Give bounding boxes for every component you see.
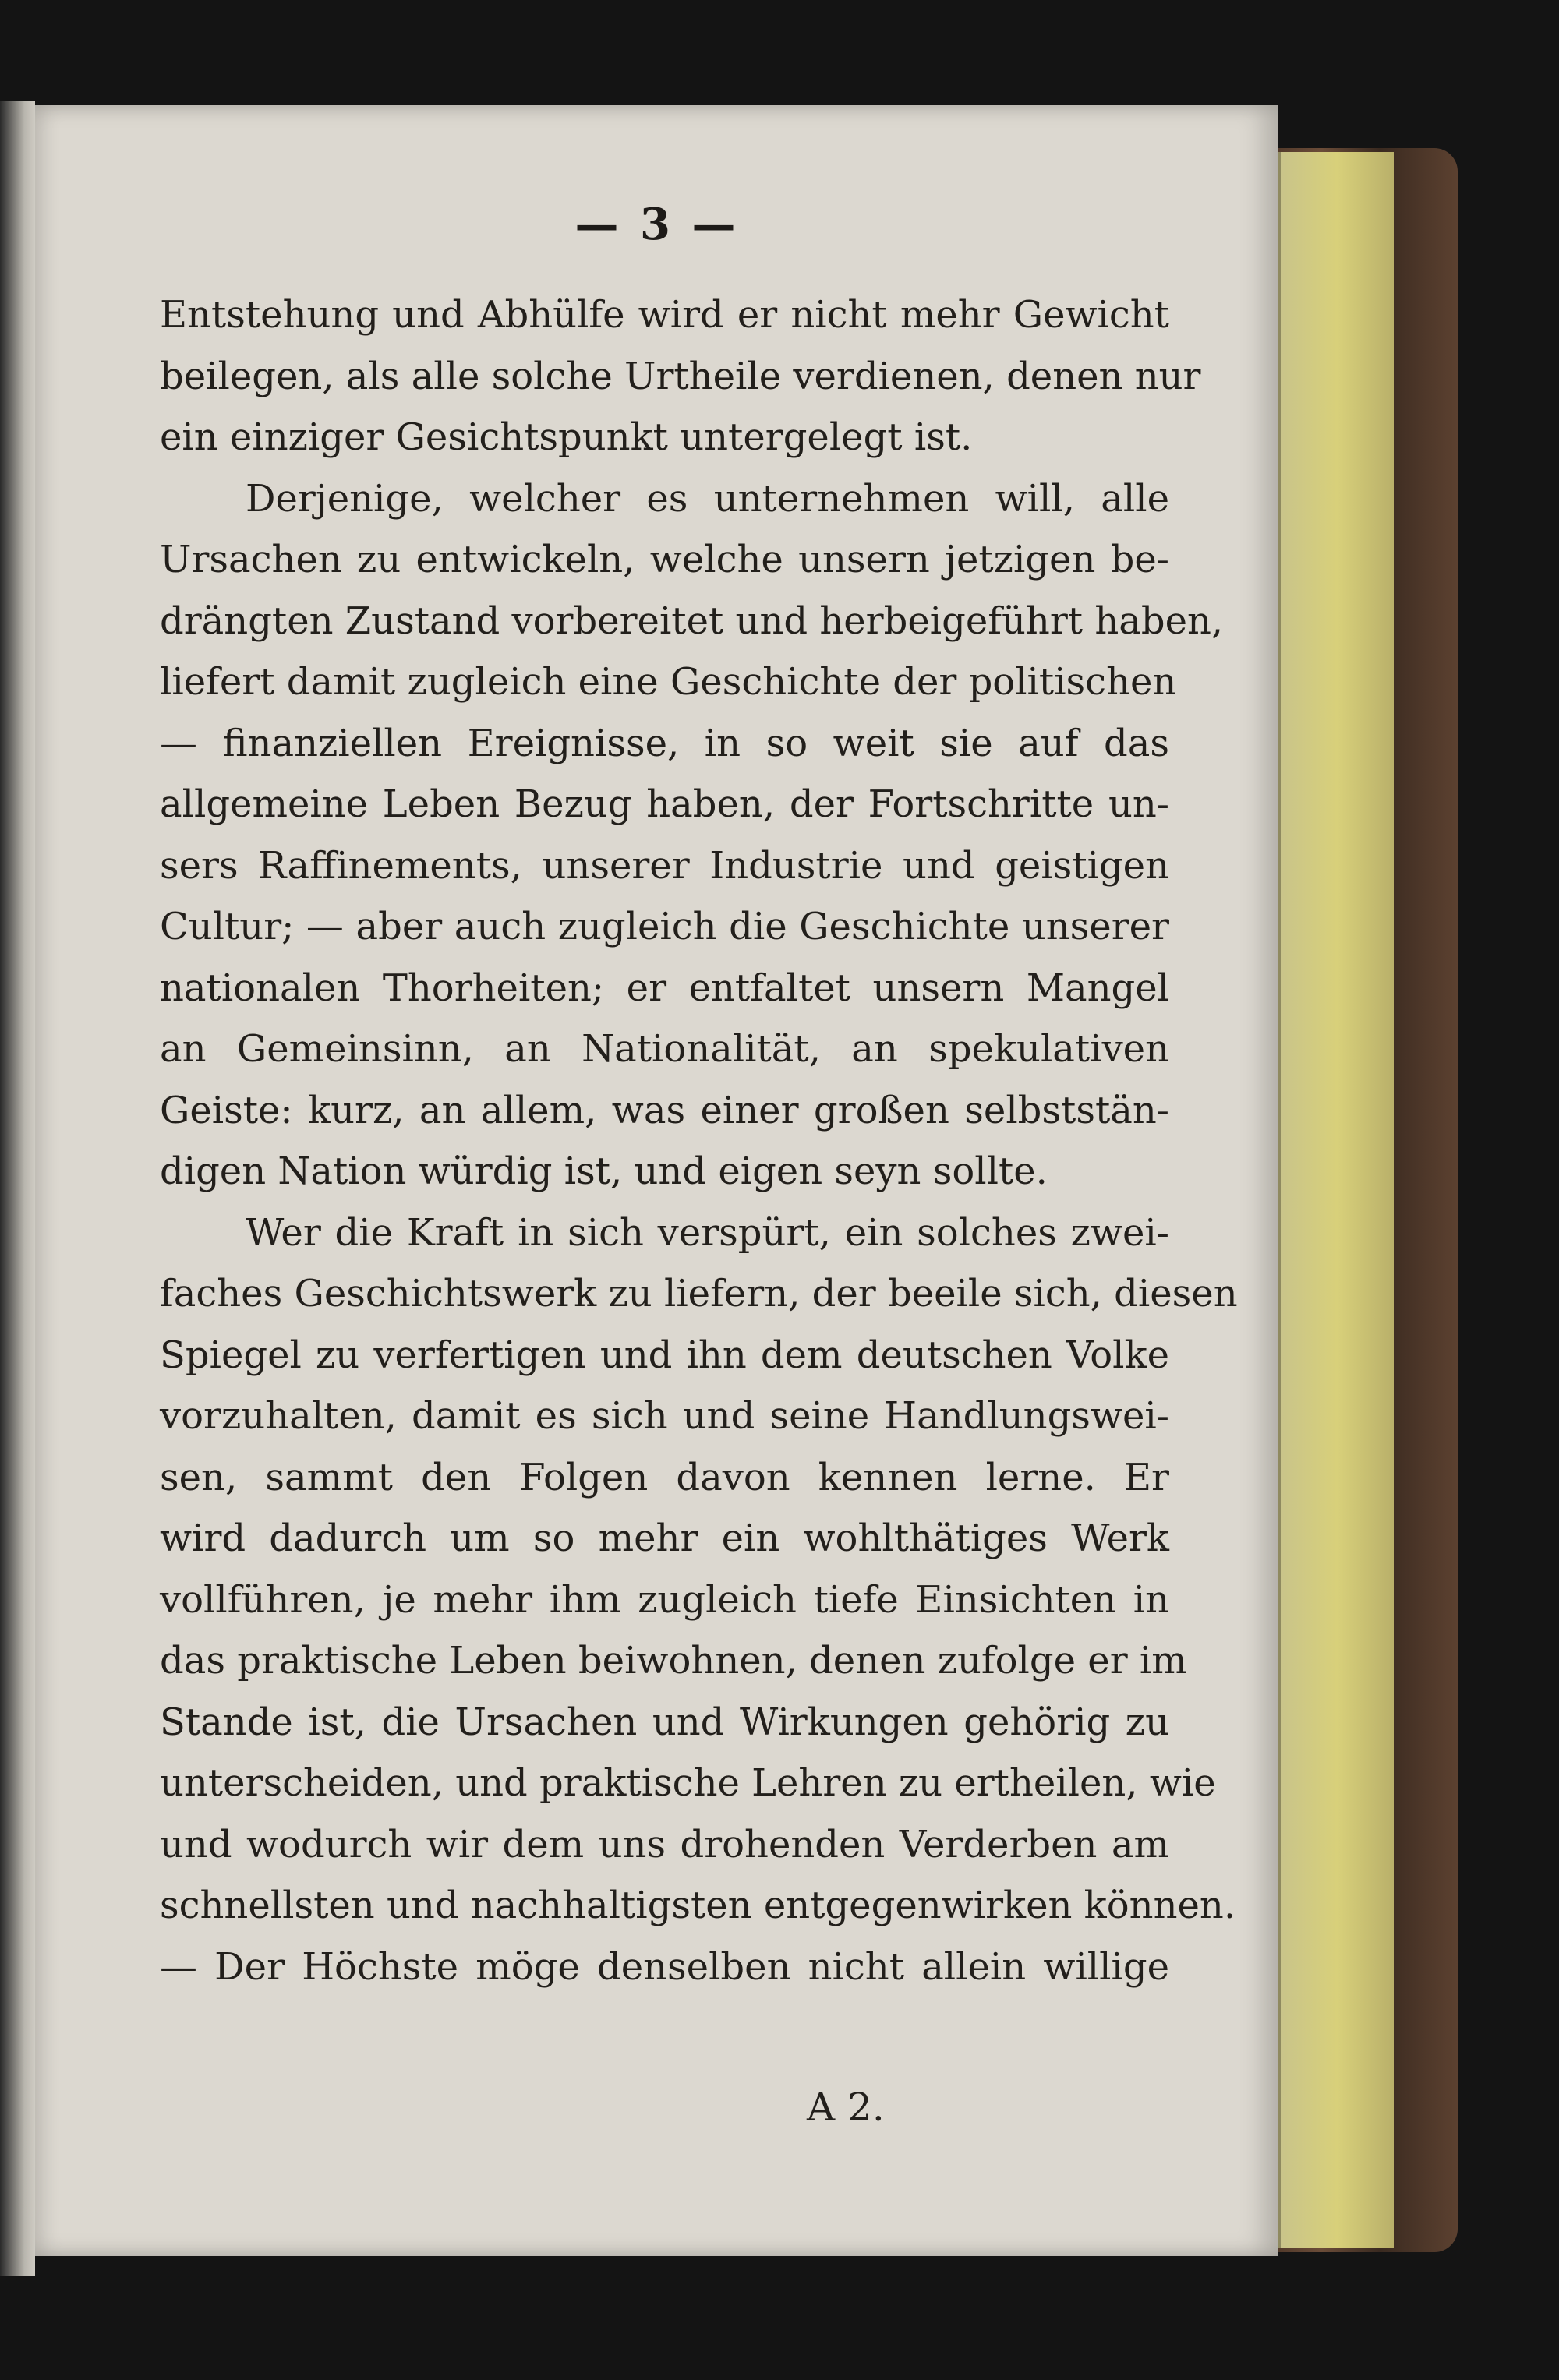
text-line: sers Raffinements, unserer Industrie und geistigen (160, 843, 1169, 888)
text-line: beilegen, als alle solche Urtheile verdienen, denen nur (160, 354, 1201, 398)
text-line: Spiegel zu verfertigen und ihn dem deutschen Volke (160, 1333, 1169, 1377)
page-number-header: — 3 — (574, 199, 739, 250)
text-line: an Gemeinsinn, an Nationalität, an spekulativen (160, 1027, 1169, 1071)
text-line: vollführen, je mehr ihm zugleich tiefe Einsichten in (160, 1577, 1169, 1622)
text-line: Entstehung und Abhülfe wird er nicht mehr Gewicht (160, 293, 1169, 337)
text-line: vorzuhalten, damit es sich und seine Handlungswei- (160, 1394, 1169, 1438)
text-line: Wer die Kraft in sich verspürt, ein solches zwei- (246, 1210, 1169, 1255)
text-line: drängten Zustand vorbereitet und herbeigeführt haben, (160, 599, 1224, 643)
text-line: liefert damit zugleich eine Geschichte der politischen (160, 660, 1177, 704)
text-line: allgemeine Leben Bezug haben, der Fortschritte un- (160, 782, 1169, 826)
text-line: Cultur; — aber auch zugleich die Geschichte unserer (160, 905, 1169, 948)
text-line: Ursachen zu entwickeln, welche unsern jetzigen be- (160, 538, 1169, 581)
text-line: schnellsten und nachhaltigsten entgegenwirken können. (160, 1884, 1236, 1927)
text-line: Geiste: kurz, an allem, was einer großen selbststän- (160, 1088, 1169, 1132)
text-line: faches Geschichtswerk zu liefern, der beeile sich, diesen (160, 1272, 1238, 1315)
text-line: ein einziger Gesichtspunkt untergelegt ist. (160, 415, 973, 459)
book-page (35, 105, 1278, 2256)
text-line: — Der Höchste möge denselben nicht allein willige (160, 1944, 1169, 1989)
gilt-page-edges (1278, 152, 1394, 2248)
text-line: das praktische Leben beiwohnen, denen zufolge er im (160, 1639, 1187, 1683)
text-line: Stande ist, die Ursachen und Wirkungen gehörig zu (160, 1700, 1169, 1744)
text-line: unterscheiden, und praktische Lehren zu ertheilen, wie (160, 1761, 1216, 1805)
text-line: sen, sammt den Folgen davon kennen lerne. Er (160, 1455, 1169, 1499)
text-line: digen Nation würdig ist, und eigen seyn sollte. (160, 1149, 1048, 1193)
text-line: — finanziellen Ereignisse, in so weit sie auf das (160, 721, 1169, 765)
text-line: Derjenige, welcher es unternehmen will, alle (246, 476, 1169, 521)
body-text (160, 284, 1238, 1997)
text-line: wird dadurch um so mehr ein wohlthätiges Werk (160, 1517, 1169, 1560)
left-page-edge (0, 101, 35, 2276)
text-line: nationalen Thorheiten; er entfaltet unsern Mangel (160, 966, 1169, 1010)
text-line: und wodurch wir dem uns drohenden Verderben am (160, 1822, 1169, 1866)
signature-mark: A 2. (807, 2085, 885, 2130)
